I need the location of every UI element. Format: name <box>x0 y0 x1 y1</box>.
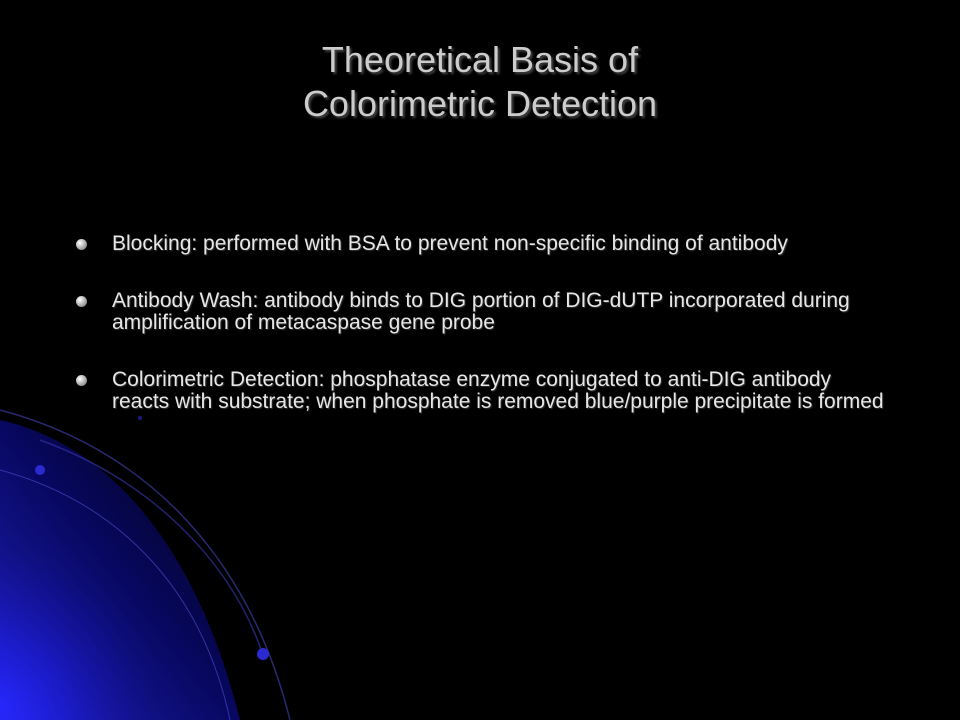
bullet-item-blocking <box>76 233 886 255</box>
bullet-list <box>76 233 886 448</box>
bullet-item-antibody-wash <box>76 290 886 334</box>
slide-title-line-2: Colorimetric Detection <box>302 83 658 124</box>
bullet-text: Blocking: performed with BSA to prevent non-specific binding of antibody <box>112 232 788 255</box>
bullet-item-colorimetric-detection <box>76 369 886 413</box>
bullet-dot-icon <box>76 375 87 386</box>
decor-dot-left <box>35 465 45 475</box>
decor-dot-right <box>257 648 269 660</box>
slide-title-line-1: Theoretical Basis of <box>321 39 639 80</box>
bullet-dot-icon <box>76 296 87 307</box>
slide-title <box>180 38 780 126</box>
bullet-text: Colorimetric Detection: phosphatase enzyme conjugated to anti-DIG antibody reacts with substrate; when phosphate is removed blue/purple precipitate is formed <box>112 368 884 413</box>
bullet-text: Antibody Wash: antibody binds to DIG portion of DIG-dUTP incorporated during amplification of metacaspase gene probe <box>112 289 850 334</box>
bullet-dot-icon <box>76 239 87 250</box>
